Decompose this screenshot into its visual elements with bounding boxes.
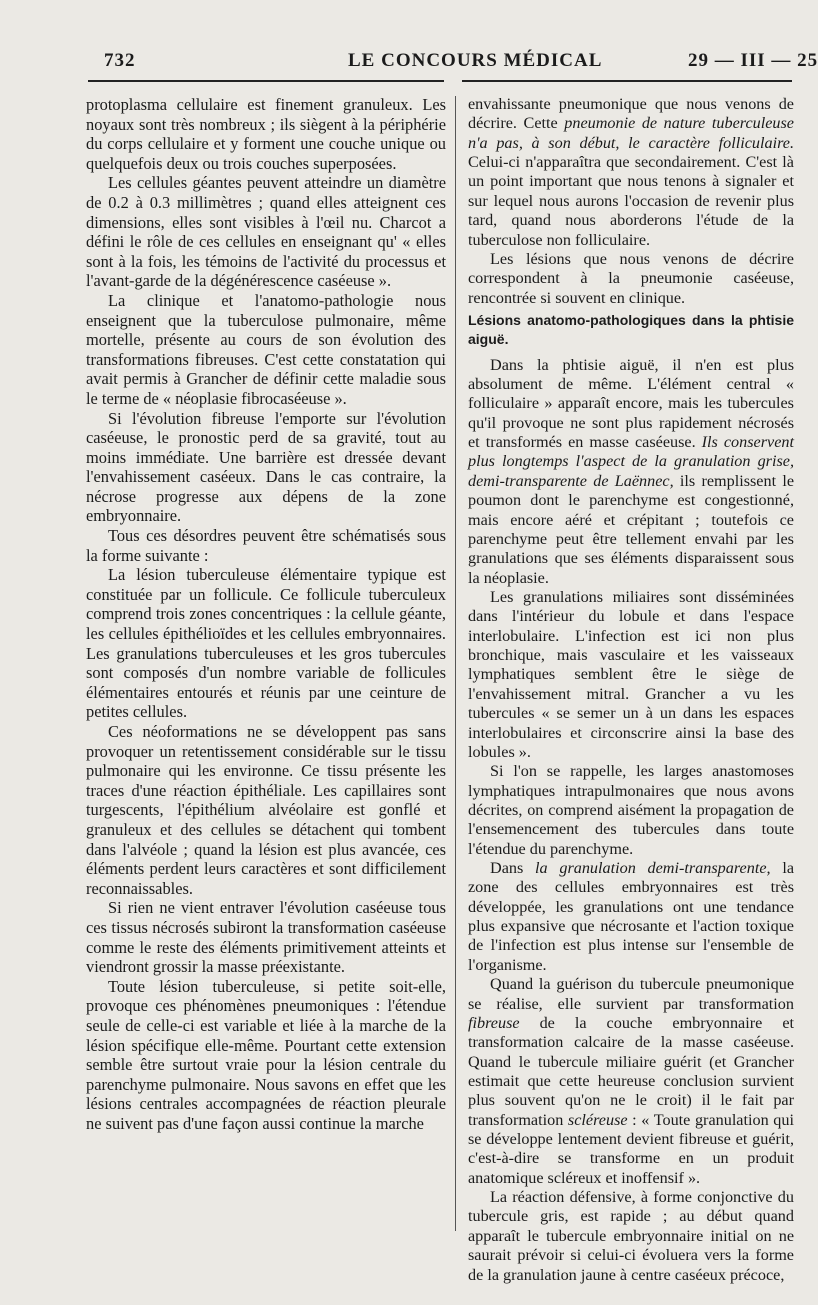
issue-date: 29 — III — 25 xyxy=(688,50,818,71)
text-run: : « Toute granulation qui se développe lentement devient fibreuse et guérit, c'est-à-dire se transforme en un produit anatomique scléreux et inoffensif ». xyxy=(468,1110,794,1187)
left-column xyxy=(86,95,446,1133)
header-rule-right xyxy=(462,80,792,82)
text-run: ils remplissent le poumon dont le parenchyme est congestionné, mais encore aéré et crépitant ; toutefois ce parenchyme peut être tellement envahi par les granulations que ses éléments disparaissent sous la néoplasie. xyxy=(468,471,795,587)
italic-run: fibreuse xyxy=(468,1013,520,1032)
paragraph: Si l'évolution fibreuse l'emporte sur l'évolution caséeuse, le pronostic perd de sa gravité, tout au moins immédiate. Une barrière est dressée devant l'envahissement caséeux. Dans le cas contraire, la nécrose progresse aux dépens de la zone embryonnaire. xyxy=(86,408,446,526)
paragraph: La clinique et l'anatomo-pathologie nous enseignent que la tuberculose pulmonaire, même mortelle, présente au cours de son évolution des transformations fibreuses. C'est cette constatation qui avait permis à Grancher de définir cette maladie sous le terme de « néoplasie fibrocaséeuse ». xyxy=(86,290,446,408)
journal-title: LE CONCOURS MÉDICAL xyxy=(348,50,603,71)
paragraph: Ces néoformations ne se développent pas sans provoquer un retentissement considérable sur le tissu pulmonaire qui les environne. Ce tissu présente les traces d'une réaction épithéliale. Les capillaires sont turgescents, l'épithélium alvéolaire est gonflé et granuleux et des cellules se détachent qui tombent dans l'alvéole ; quand la lésion est plus avancée, ces éléments perdent leurs caractères et sont difficilement reconnaissables. xyxy=(86,722,446,898)
text-run: de la couche embryonnaire et transformation calcaire de la masse caséeuse. Quand le tubercule miliaire guérit (et Grancher estimait que cette heureuse conclusion survient plus souvent qu'on ne le croit) il le fait par transformation xyxy=(468,1013,794,1129)
column-divider xyxy=(455,96,456,1231)
paragraph: Les granulations miliaires sont disséminées dans l'intérieur du lobule et dans l'espace interlobulaire. L'infection est ici non plus bronchique, mais vasculaire et les vaisseaux lymphatiques semblent être le siège de l'envahissement mitral. Grancher a vu les tubercules « se semer un à un dans les espaces interlobulaires et circonscrire ainsi la base des lobules ». xyxy=(468,587,794,761)
paragraph xyxy=(468,859,794,975)
paragraph xyxy=(468,975,794,1188)
page-number: 732 xyxy=(104,50,136,71)
paragraph: Toute lésion tuberculeuse, si petite soit-elle, provoque ces phénomènes pneumoniques : l'étendue seule de celle-ci est variable et liée à la marche de la lésion spécifique elle-même. Pourtant cette extension semble être surtout vraie pour la lésion centrale du parenchyme pulmonaire. Nous savons en effet que les lésions centrales accompagnées de réaction pleurale ne suivent pas d'une façon aussi continue la marche xyxy=(86,976,446,1133)
paragraph: protoplasma cellulaire est finement granuleux. Les noyaux sont très nombreux ; ils siègent à la périphérie du corps cellulaire et y forment une couche unique ou quelquefois deux ou trois couches superposées. xyxy=(86,95,446,173)
text-run: Celui-ci n'apparaîtra que secondairement. C'est là un point important que nous tenons à signaler et sur lequel nous aurons l'occasion de revenir plus tard, quand nous aborderons l'étude de la tuberculose non folliculaire. xyxy=(468,153,794,249)
text-run: Dans xyxy=(490,859,536,878)
paragraph xyxy=(468,356,794,588)
header-rule-left xyxy=(88,80,444,82)
paragraph: La lésion tuberculeuse élémentaire typique est constituée par un follicule. Ce follicule tuberculeux comprend trois zones concentriques : la cellule géante, les cellules épithélioïdes et les cellules embryonnaires. Les granulations tuberculeuses et les gros tubercules sont composés d'un nombre variable de follicules élémentaires entourés et réunis par une ceinture de petites cellules. xyxy=(86,565,446,722)
page-header xyxy=(0,50,818,74)
paragraph: La réaction défensive, à forme conjonctive du tubercule gris, est rapide ; au début quand apparaît le tubercule embryonnaire initial on ne saurait prévoir si celui-ci évoluera vers la forme de la granulation jaune à centre caséeux précoce, xyxy=(468,1188,794,1284)
paragraph: Si rien ne vient entraver l'évolution caséeuse tous ces tissus nécrosés subiront la transformation caséeuse comme le reste des éléments primitivement atteints et viendront grossir la masse préexistante. xyxy=(86,898,446,977)
text-run: la zone des cellules embryonnaires est très développée, les granulations ont une tendance plus expansive que nécrosante et l'action toxique de l'infection est plus intense sur l'ensemble de l'organisme. xyxy=(468,859,794,974)
text-run: Quand la guérison du tubercule pneumonique se réalise, elle survient par transformation xyxy=(468,975,794,1013)
italic-run: la granulation demi-transparente, xyxy=(535,859,771,878)
paragraph: Les lésions que nous venons de décrire correspondent à la pneumonie caséeuse, rencontrée si souvent en clinique. xyxy=(468,249,794,307)
italic-run: pneumonie de nature tuberculeuse n'a pas, à son début, le caractère folliculaire. xyxy=(468,114,794,152)
paragraph: Tous ces désordres peuvent être schématisés sous la forme suivante : xyxy=(86,526,446,565)
italic-run: Ils conservent plus longtemps l'aspect de la granulation grise, demi-transparente de Laënnec, xyxy=(468,433,794,490)
text-run: Dans la phtisie aiguë, il n'en est plus absolument de même. L'élément central « folliculaire » apparaît encore, mais les tubercules qu'il provoque ne sont plus rapidement nécrosés et transformés en masse caséeuse. xyxy=(468,355,794,452)
paragraph: Les cellules géantes peuvent atteindre un diamètre de 0.2 à 0.3 millimètres ; quand elles atteignent ces dimensions, elles sont visibles à l'œil nu. Charcot a défini le rôle de ces cellules en enseignant qu' « elles sont à la fois, les témoins de l'activité du processus et l'avant-garde de la dégénérescence caséeuse ». xyxy=(86,173,446,291)
text-run: envahissante pneumonique que nous venons de décrire. Cette xyxy=(468,95,794,133)
paragraph: Si l'on se rappelle, les larges anastomoses lymphatiques intrapulmonaires que nous avons décrites, on comprend aisément la propagation de l'ensemencement des tubercules dans toute l'étendue du parenchyme. xyxy=(468,762,794,858)
right-column xyxy=(468,95,794,1285)
italic-run: scléreuse xyxy=(567,1110,628,1129)
paragraph xyxy=(468,95,794,250)
section-heading: Lésions anatomo-pathologiques dans la phtisie aiguë. xyxy=(468,311,794,348)
